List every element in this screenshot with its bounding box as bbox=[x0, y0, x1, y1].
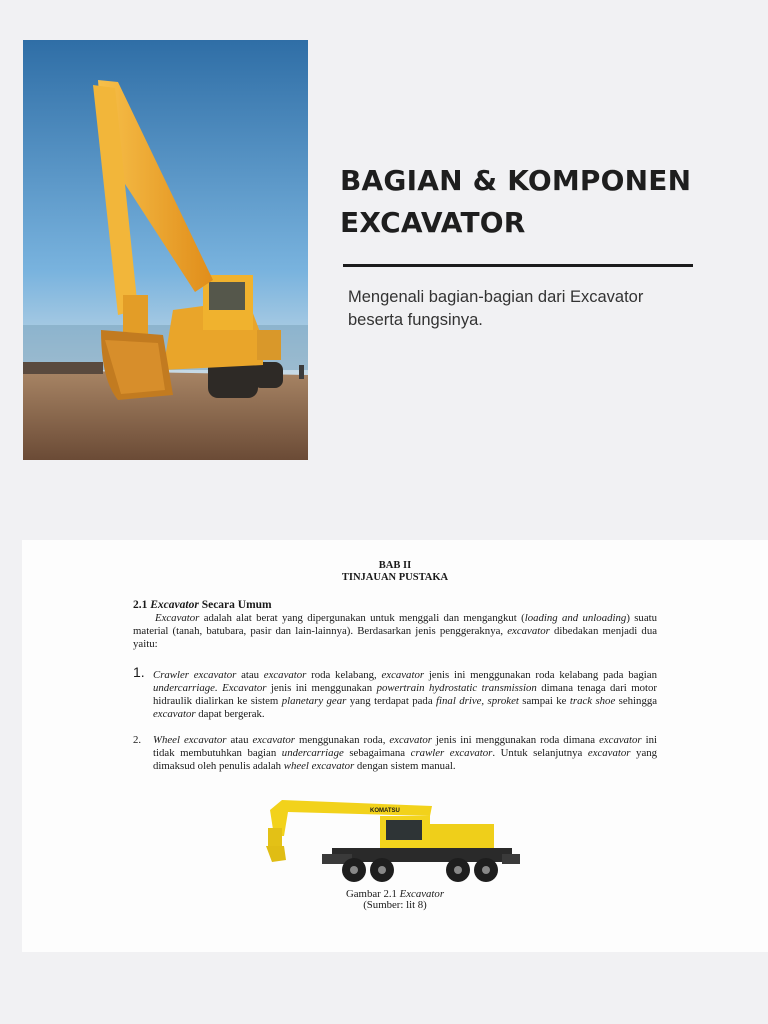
term: loading and unloading bbox=[524, 612, 627, 624]
text-run: dimana tenaga dari motor hidraulik dialirkan ke sistem bbox=[153, 682, 658, 707]
text-run: dibedakan menjadi dua yaitu: bbox=[133, 625, 658, 650]
caption-prefix: Gambar 2.1 bbox=[345, 888, 397, 900]
term: excavator bbox=[381, 669, 425, 681]
excavator-photo-icon bbox=[23, 40, 308, 460]
chapter-title: TINJAUAN PUSTAKA bbox=[341, 572, 449, 583]
text-run: ) suatu material (tanah, batubara, pasir dan lain-lainnya). Berdasarkan jenis penggeraknya, bbox=[133, 612, 658, 637]
term: excavator bbox=[507, 625, 550, 637]
wheel-excavator-icon bbox=[262, 798, 532, 884]
chapter-number: BAB II bbox=[378, 560, 412, 571]
list-number: 1. bbox=[133, 664, 145, 680]
term: wheel excavator bbox=[283, 760, 355, 772]
term: Crawler excavator bbox=[153, 669, 237, 681]
figure-caption bbox=[22, 889, 768, 911]
wheel-excavator-figure bbox=[262, 798, 532, 884]
section-heading bbox=[133, 599, 272, 611]
list-item-2 bbox=[133, 734, 657, 773]
text-run: ini tidak membutuhkan bagian bbox=[153, 734, 658, 759]
scanned-page bbox=[22, 540, 768, 952]
term: excavator bbox=[263, 669, 307, 681]
excavator-photo bbox=[23, 40, 308, 460]
term: Excavator bbox=[222, 682, 267, 694]
text-run: sebagaimana bbox=[349, 747, 406, 759]
text-run: . Untuk selanjutnya bbox=[492, 747, 583, 759]
section-title-em: Excavator bbox=[150, 599, 199, 611]
text-run: adalah alat berat yang dipergunakan untuk menggali dan mengangkut ( bbox=[203, 612, 525, 624]
term: undercarriage bbox=[281, 747, 344, 759]
text-run: sampai ke bbox=[522, 695, 567, 707]
section-title-rest: Secara Umum bbox=[201, 599, 272, 611]
term: excavator bbox=[599, 734, 642, 746]
text-run: jenis ini menggunakan roda kelabang pada bagian bbox=[428, 669, 657, 681]
cover-subtitle-line-1: Mengenali bagian-bagian dari Excavator bbox=[348, 288, 644, 306]
term: undercarriage. bbox=[153, 682, 218, 694]
title-divider bbox=[343, 264, 693, 267]
term: Wheel excavator bbox=[153, 734, 227, 746]
intro-paragraph bbox=[133, 612, 657, 651]
term: track shoe bbox=[569, 695, 616, 707]
term: powertrain hydrostatic transmission bbox=[376, 682, 537, 694]
text-run: dapat bergerak. bbox=[198, 708, 265, 720]
text-run: menggunakan roda, bbox=[298, 734, 386, 746]
term: final drive, sproket bbox=[436, 695, 519, 707]
term: excavator bbox=[389, 734, 432, 746]
text-run: dengan sistem manual. bbox=[356, 760, 456, 772]
term: crawler excavator bbox=[410, 747, 493, 759]
text-run: jenis ini menggunakan bbox=[270, 682, 373, 694]
caption-source: (Sumber: lit 8) bbox=[363, 899, 427, 911]
text-run: roda kelabang, bbox=[311, 669, 377, 681]
list-item-1 bbox=[133, 664, 658, 721]
cover-subtitle bbox=[348, 286, 708, 332]
term: excavator bbox=[153, 708, 196, 720]
list-number: 2. bbox=[133, 734, 142, 746]
term: excavator bbox=[587, 747, 631, 759]
term: planetary gear bbox=[281, 695, 347, 707]
text-run: yang dimaksud oleh penulis adalah bbox=[153, 747, 658, 772]
cover-title-line-2: EXCAVATOR bbox=[340, 206, 526, 239]
figure-brand: KOMATSU bbox=[370, 808, 400, 814]
cover-subtitle-line-2: beserta fungsinya. bbox=[348, 311, 483, 329]
text-run: jenis ini menggunakan roda dimana bbox=[435, 734, 596, 746]
text-run: atau bbox=[241, 669, 260, 681]
cover-title-line-1: BAGIAN & KOMPONEN bbox=[340, 164, 692, 197]
term: excavator bbox=[252, 734, 296, 746]
term: Excavator bbox=[155, 612, 200, 624]
cover-title bbox=[340, 160, 720, 244]
text-run: sehingga bbox=[618, 695, 658, 707]
text-run: atau bbox=[230, 734, 249, 746]
caption-term: Excavator bbox=[399, 888, 445, 900]
text-run: yang terdapat pada bbox=[349, 695, 433, 707]
section-number: 2.1 bbox=[133, 599, 148, 611]
